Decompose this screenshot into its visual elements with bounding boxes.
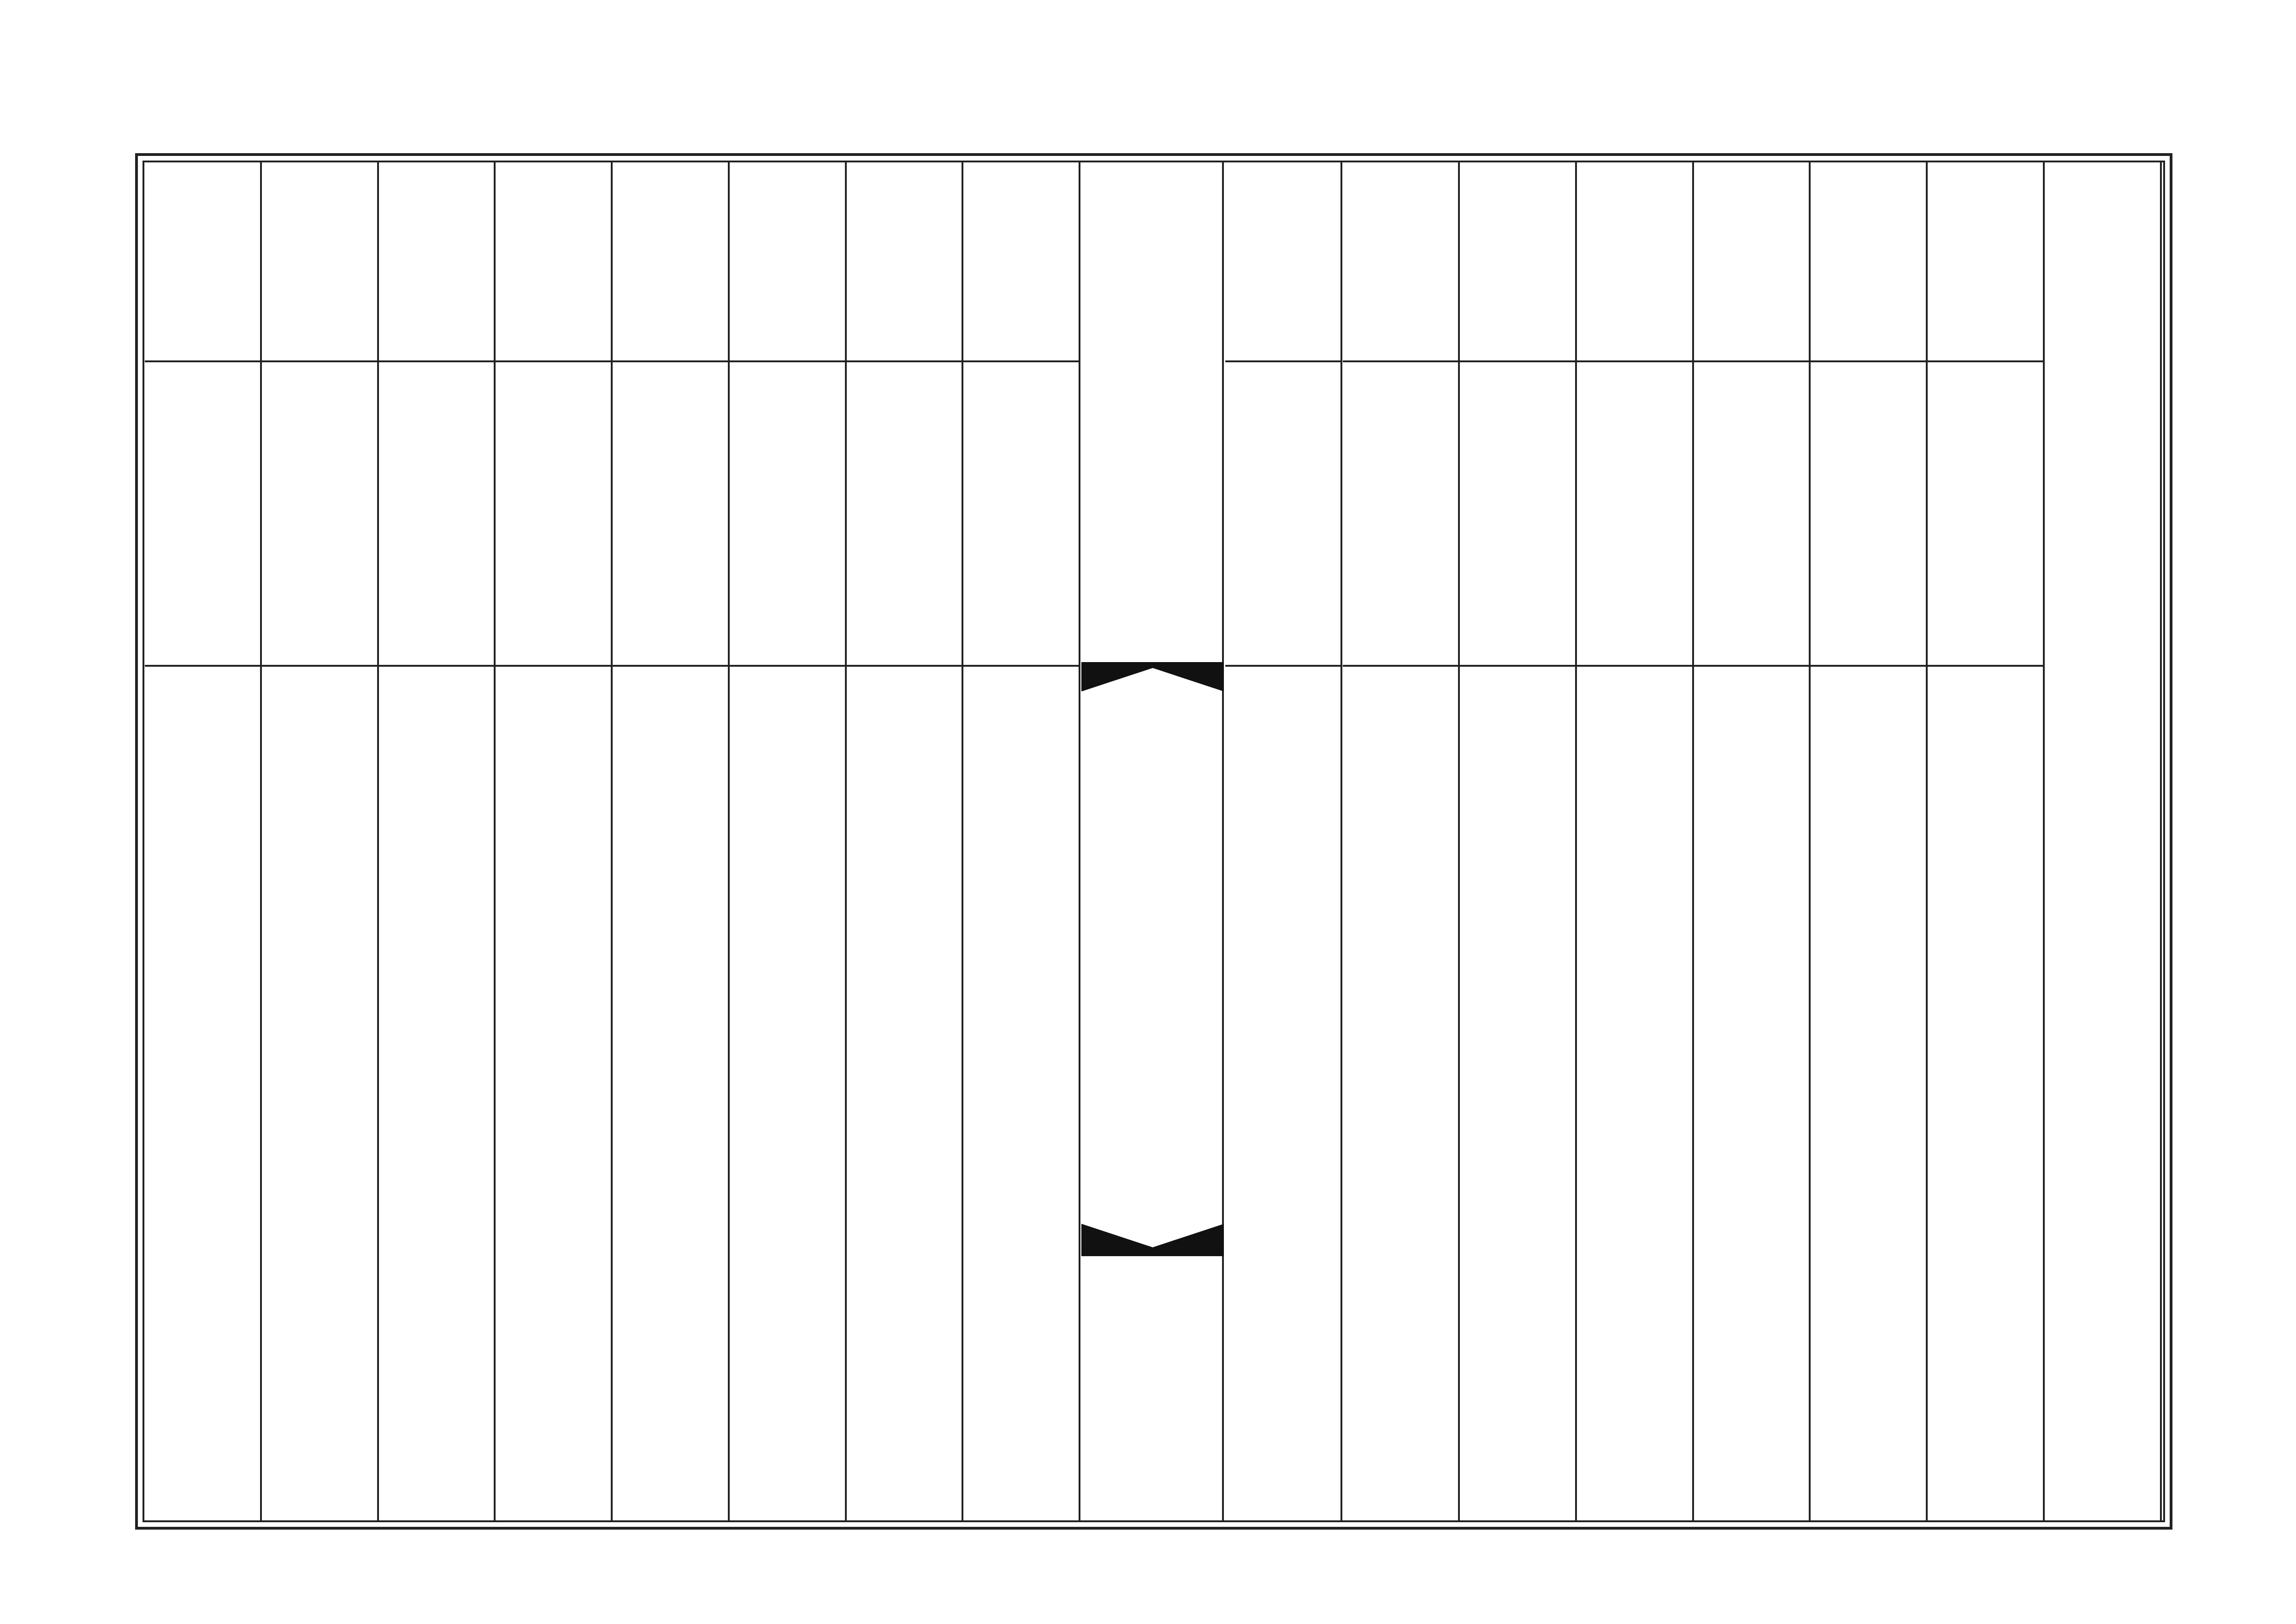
entry-column-c10 bbox=[262, 162, 379, 1523]
entry-column-c9 bbox=[379, 162, 496, 1523]
entry-text bbox=[379, 672, 494, 1519]
book-spine bbox=[1081, 162, 1224, 1523]
entry-text bbox=[963, 672, 1079, 1519]
entry-text bbox=[1577, 672, 1692, 1519]
entry-column-c1 bbox=[1928, 162, 2045, 1523]
entry-text bbox=[1811, 672, 1926, 1519]
entry-column-empty bbox=[1343, 162, 1460, 1523]
entry-column-c6 bbox=[963, 162, 1080, 1523]
fishtail-bottom-icon bbox=[1081, 1224, 1224, 1256]
entry-text bbox=[262, 672, 377, 1519]
entry-column-c7-cont bbox=[730, 162, 847, 1523]
entry-text bbox=[847, 672, 962, 1519]
entry-text bbox=[1928, 672, 2043, 1519]
entry-column-c7 bbox=[847, 162, 964, 1523]
entry-column-c11 bbox=[145, 162, 262, 1523]
entry-text bbox=[1694, 672, 1809, 1519]
entry-column-c8 bbox=[613, 162, 730, 1523]
entry-column-c5 bbox=[1460, 162, 1577, 1523]
entry-column-c4 bbox=[1577, 162, 1694, 1523]
entry-column-c2 bbox=[1811, 162, 1928, 1523]
entry-text bbox=[496, 672, 611, 1519]
entry-column-c3 bbox=[1694, 162, 1811, 1523]
entry-column-c8-cont bbox=[496, 162, 613, 1523]
entry-text bbox=[145, 672, 260, 1519]
entry-text bbox=[1460, 672, 1575, 1519]
entry-column-spacer bbox=[1225, 162, 1342, 1523]
spine-center bbox=[1081, 666, 1222, 1240]
entry-text bbox=[730, 672, 845, 1519]
generation-column bbox=[2045, 162, 2162, 1523]
entry-text bbox=[613, 672, 728, 1519]
